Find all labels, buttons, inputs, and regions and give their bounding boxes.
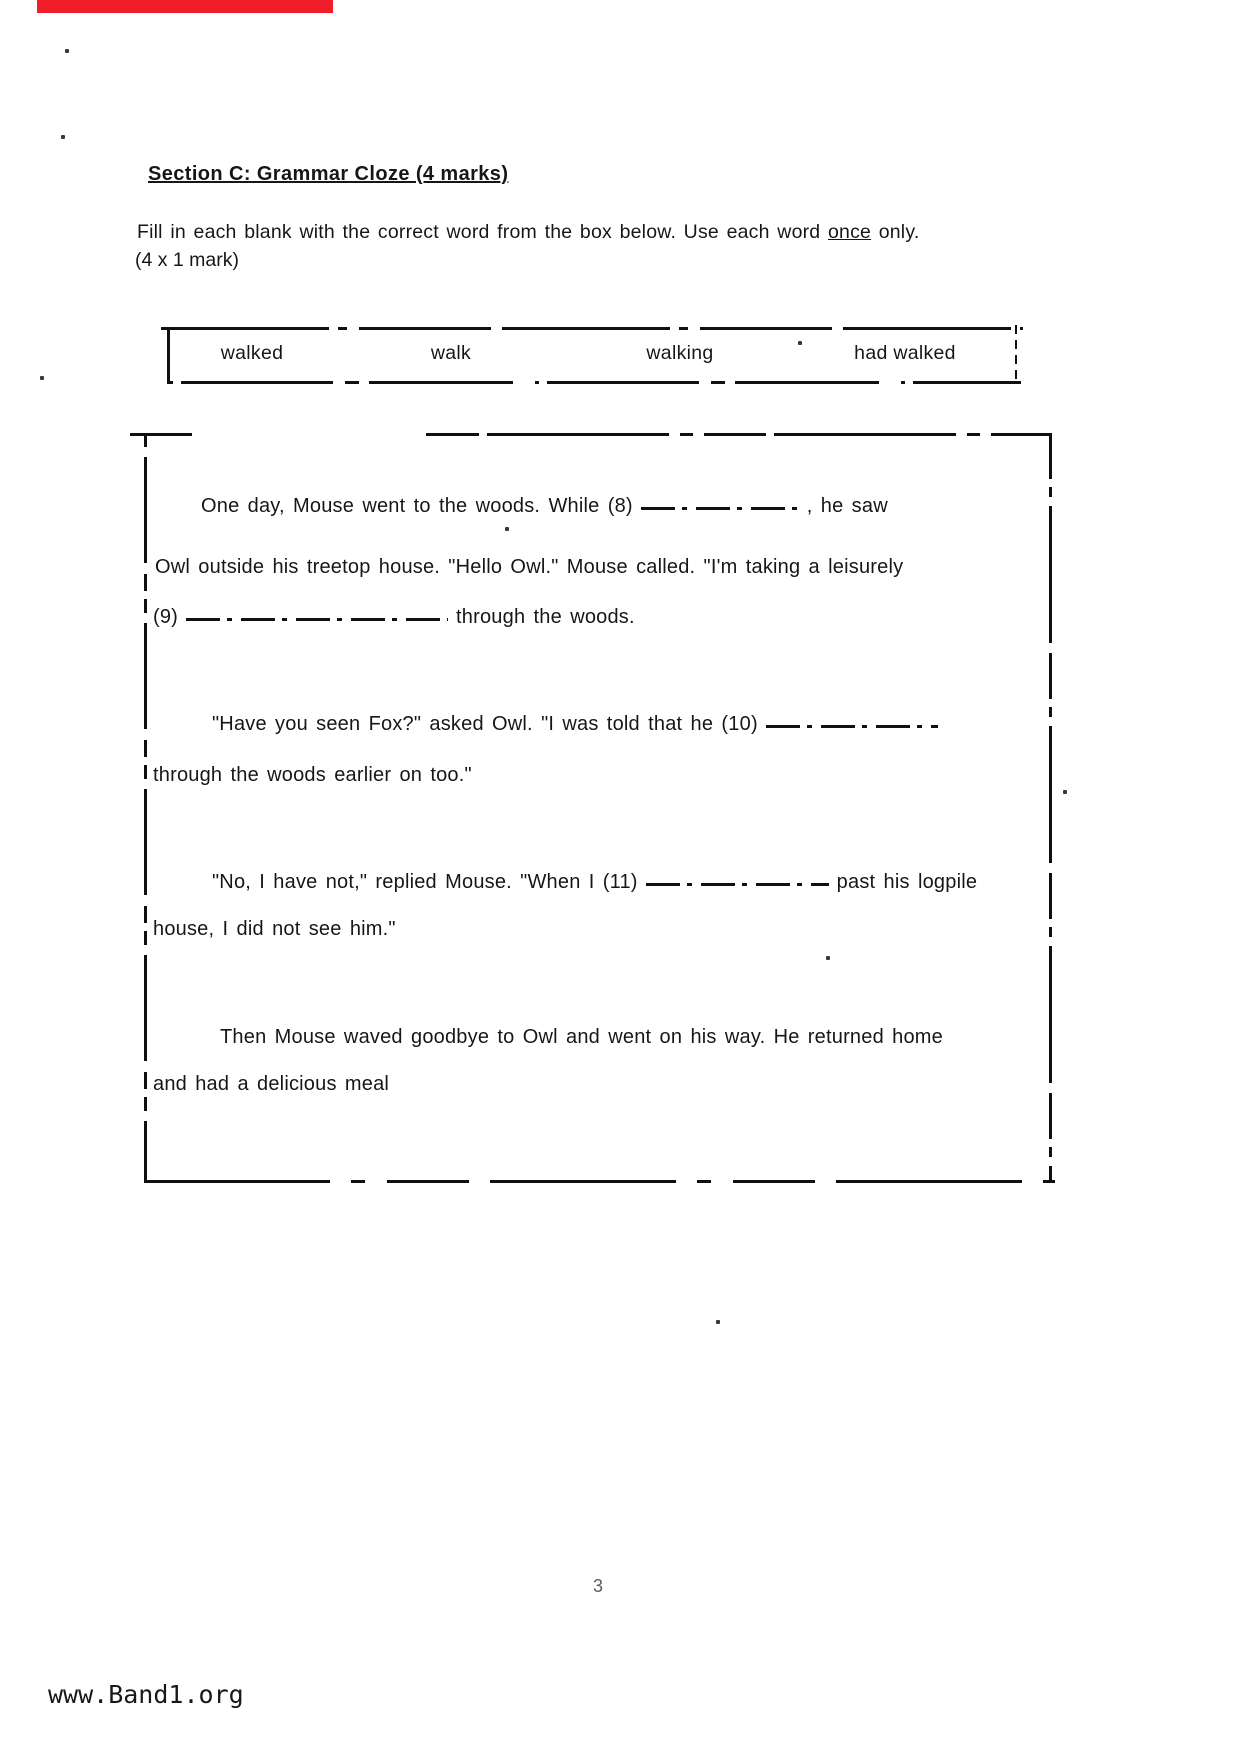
passage-line [212,871,977,894]
word-option-walk: walk [430,342,472,364]
blank-9 [186,618,448,621]
page-number: 3 [593,1576,605,1596]
blank-11 [646,883,829,886]
passage-box [144,433,1052,1183]
word-box-border-bottom [163,381,1021,384]
watermark: www.Band1.org [48,1680,244,1709]
instructions-tail: only. [878,221,920,243]
instructions-once-word: once [827,221,872,243]
word-option-walking: walking [646,342,714,364]
passage-border-bottom [144,1180,1055,1183]
passage-line [153,764,472,787]
instructions-line [137,221,919,244]
scan-speck [716,1320,720,1324]
passage-text: Then Mouse waved goodbye to Owl and went on his way. He returned home [220,1026,943,1048]
section-title: Section C: Grammar Cloze (4 marks) [148,163,509,185]
marks-note: (4 x 1 mark) [135,249,240,271]
scan-speck [61,135,65,139]
scan-speck [40,376,44,380]
passage-border-right [1049,433,1052,1183]
passage-text: One day, Mouse went to the woods. While (8) [201,495,633,517]
word-box-border-top [161,327,1023,330]
passage-text: through the woods. [456,606,635,628]
passage-line [153,606,635,629]
blank-10 [766,725,938,728]
passage-text: through the woods earlier on too." [153,764,472,786]
scan-speck [1063,790,1067,794]
passage-line [153,1073,389,1096]
passage-line [155,556,903,579]
passage-text: (9) [153,606,179,628]
passage-border-top-gap [200,432,426,438]
passage-text: "No, I have not," replied Mouse. "When I (11) [212,871,638,893]
word-option-had-walked: had walked [854,342,956,364]
passage-text: and had a delicious meal [153,1073,390,1095]
word-box-border-left [167,329,170,384]
passage-line [212,713,946,736]
passage-line [201,495,888,518]
passage-text: Owl outside his treetop house. "Hello Owl." Mouse called. "I'm taking a leisurely [155,556,904,578]
scan-speck [65,49,69,53]
word-choice-box [167,327,1017,384]
word-option-walked: walked [220,342,284,364]
passage-text: house, I did not see him." [153,918,396,940]
passage-line [220,1026,943,1049]
passage-border-left [144,433,147,1183]
passage-text: , he saw [806,495,888,517]
passage-text: "Have you seen Fox?" asked Owl. "I was told that he (10) [212,713,758,735]
word-box-border-right [1015,325,1017,384]
passage-text: past his logpile [836,871,978,893]
passage-line [153,918,396,941]
instructions-text: Fill in each blank with the correct word from the box below. Use each word [137,221,821,243]
scan-artifact-bar [37,0,333,13]
blank-8 [641,507,799,510]
